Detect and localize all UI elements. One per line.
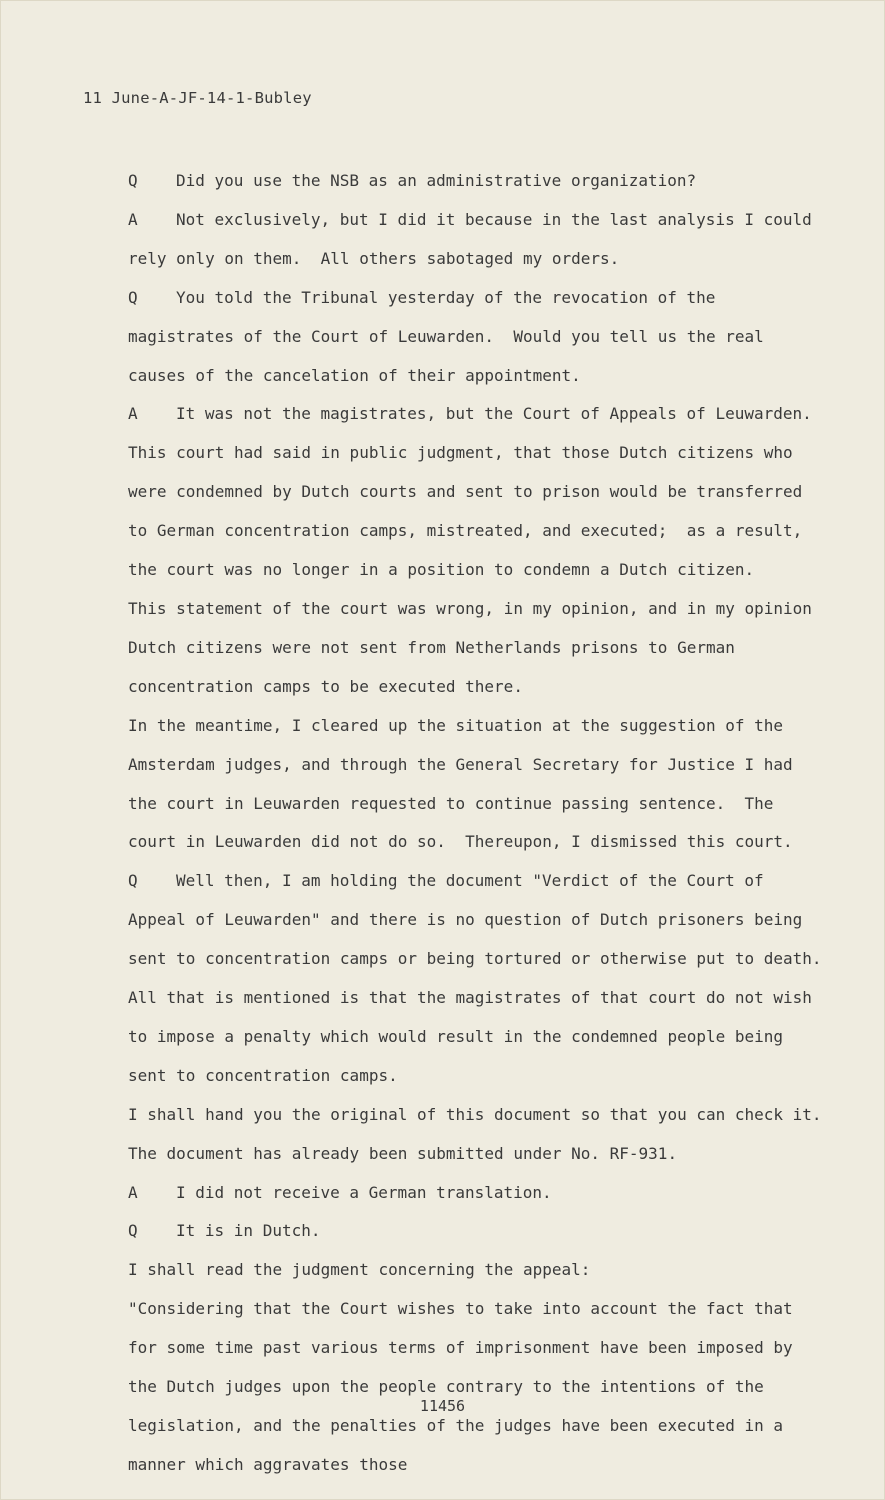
paragraph: [78, 1290, 828, 1485]
paragraph: [78, 1096, 832, 1174]
paragraph: [78, 201, 828, 279]
speaker-label: Q: [128, 1221, 138, 1241]
paragraph-text: It is in Dutch.: [176, 1221, 321, 1241]
paragraph-text: In the meantime, I cleared up the situation at the suggestion of the Amsterdam judges, and through the General Secretary for Justice I had the court in Leuwarden requested to continue passing sentence. The court in Leuwarden did not do so. Thereupon, I dismissed this court.: [128, 715, 803, 852]
speaker-label: Q: [128, 171, 138, 190]
paragraph-text: I shall hand you the original of this document so that you can check it. The document has already been submitted under No. RF-931.: [128, 1104, 832, 1163]
paragraph-text: I did not receive a German translation.: [176, 1182, 552, 1202]
paragraph: [78, 590, 828, 707]
paragraph: [78, 162, 828, 201]
paragraph: [78, 707, 828, 863]
paragraph-text: It was not the magistrates, but the Court of Appeals of Leuwarden. This court had said in public judgment, that those Dutch citizens who were condemned by Dutch courts and sent to prison would be transferred to German concentration camps, mistreated, and executed; as a result, the court was no longer in a position to condemn a Dutch citizen.: [128, 404, 822, 580]
speaker-label: Q: [128, 871, 138, 891]
paragraph-text: You told the Tribunal yesterday of the revocation of the magistrates of the Court of Leuwarden. Would you tell us the real causes of the cancelation of their appointment.: [128, 287, 774, 385]
speaker-label: A: [128, 1182, 138, 1202]
paragraph: [78, 1174, 828, 1213]
paragraph-text: "Considering that the Court wishes to take into account the fact that for some time past various terms of imprisonment have been imposed by the Dutch judges upon the people contrary to the intentions of the legislation, and the penalties of the judges have been executed in a manner which aggravates those: [128, 1299, 803, 1474]
page-number: 11456: [419, 1397, 466, 1415]
transcript-body: [78, 162, 841, 1485]
paragraph: [78, 279, 828, 396]
paragraph-text: I shall read the judgment concerning the appeal:: [128, 1260, 591, 1280]
paragraph-text: This statement of the court was wrong, in my opinion, and in my opinion Dutch citizens were not sent from Netherlands prisons to German concentration camps to be executed there.: [128, 598, 822, 696]
speaker-label: A: [128, 209, 138, 229]
speaker-label: A: [128, 404, 138, 424]
paragraph-text: Not exclusively, but I did it because in the last analysis I could rely only on them. All others sabotaged my orders.: [128, 209, 822, 268]
speaker-label: Q: [128, 287, 138, 307]
paragraph: [78, 862, 841, 1095]
paragraph-text: Did you use the NSB as an administrative organization?: [176, 171, 697, 190]
paragraph: [78, 395, 828, 590]
paragraph: [78, 1212, 828, 1251]
paragraph: [78, 1251, 828, 1290]
paragraph-text: Well then, I am holding the document "Verdict of the Court of Appeal of Leuwarden" and there is no question of Dutch prisoners being sent to concentration camps or being tortured or otherwise put to death. All that is mentioned is that the magistrates of that court do not wish to impose a penalty which would result in the condemned people being sent to concentration camps.: [128, 871, 841, 1085]
document-header: 11 June-A-JF-14-1-Bubley: [83, 89, 312, 107]
